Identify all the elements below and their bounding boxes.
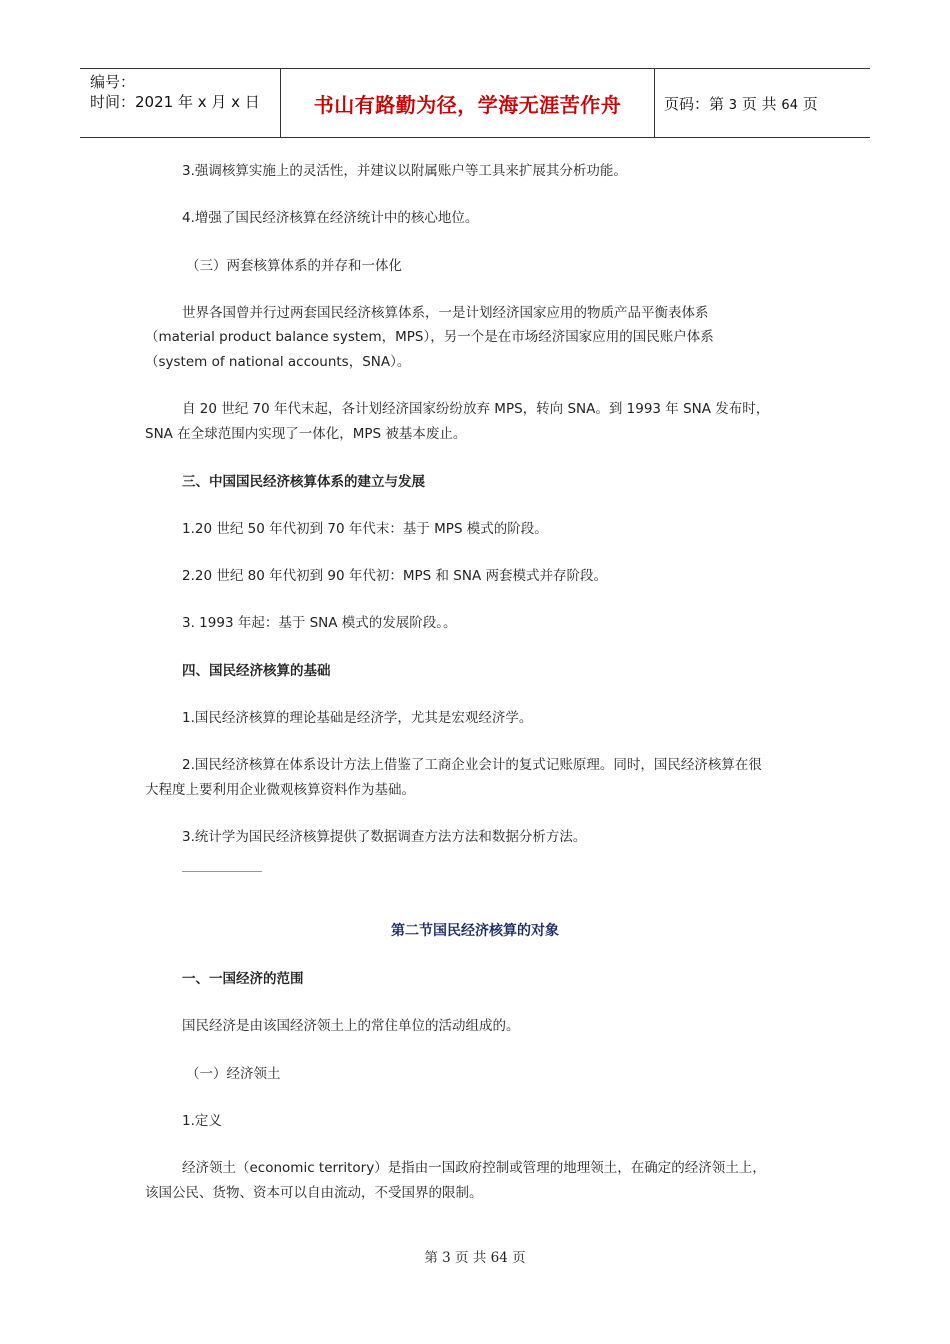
paragraph-line: 大程度上要利用企业微观核算资料作为基础。 — [145, 782, 415, 798]
section-heading: 一、一国经济的范围 — [182, 971, 304, 987]
motto: 书山有路勤为径，学海无涯苦作舟 — [313, 93, 622, 117]
header-page-cell — [654, 69, 870, 137]
paragraph-line: （system of national accounts，SNA）。 — [145, 354, 411, 370]
paragraph-line: （material product balance system，MPS），另一个是在市场经济国家应用的国民账户体系 — [145, 329, 714, 345]
paragraph-line: 该国公民、货物、资本可以自由流动，不受国界的限制。 — [145, 1185, 483, 1201]
paragraph-line: 2.国民经济核算在体系设计方法上借鉴了工商企业会计的复式记账原理。同时，国民经济核算在很 — [182, 757, 762, 773]
page-indicator — [664, 93, 818, 114]
page-suffix: 页 — [802, 95, 818, 113]
subheading: （三）两套核算体系的并存和一体化 — [186, 258, 402, 274]
list-item: 1.国民经济核算的理论基础是经济学，尤其是宏观经济学。 — [182, 710, 533, 726]
list-item: 1.20 世纪 50 年代初到 70 年代末：基于 MPS 模式的阶段。 — [182, 521, 548, 537]
paragraph: 国民经济是由该国经济领土上的常住单位的活动组成的。 — [182, 1018, 520, 1034]
subheading: 1.定义 — [182, 1113, 222, 1129]
header-motto-cell — [280, 69, 655, 137]
page-number: 3 — [728, 98, 738, 113]
section-heading: 三、中国国民经济核算体系的建立与发展 — [182, 474, 425, 490]
page-prefix: 页码：第 — [664, 95, 725, 113]
paragraph-line: SNA 在全球范围内实现了一体化，MPS 被基本废止。 — [145, 426, 467, 442]
header-meta-cell — [80, 69, 280, 137]
subheading: （一）经济领土 — [186, 1066, 281, 1082]
page-footer: 第 3 页 共 64 页 — [424, 1250, 526, 1266]
page-mid: 页 共 — [741, 95, 777, 113]
page-total: 64 — [781, 98, 798, 113]
paragraph-line: 自 20 世纪 70 年代末起，各计划经济国家纷纷放弃 MPS，转向 SNA。到 1993 年 SNA 发布时， — [182, 401, 770, 417]
separator-line — [182, 871, 262, 872]
paragraph: 4.增强了国民经济核算在经济统计中的核心地位。 — [182, 210, 479, 226]
paragraph-line: 世界各国曾并行过两套国民经济核算体系，一是计划经济国家应用的物质产品平衡表体系 — [182, 305, 709, 321]
serial-label: 编号： — [90, 73, 136, 91]
paragraph-line: 经济领土（economic territory）是指由一国政府控制或管理的地理领土，在确定的经济领土上， — [182, 1160, 766, 1176]
section-title: 第二节国民经济核算的对象 — [391, 923, 559, 939]
list-item: 3. 1993 年起：基于 SNA 模式的发展阶段。。 — [182, 615, 457, 631]
section-heading: 四、国民经济核算的基础 — [182, 663, 331, 679]
list-item: 3.统计学为国民经济核算提供了数据调查方法方法和数据分析方法。 — [182, 829, 587, 845]
time-label: 时间：2021 年 x 月 x 日 — [90, 93, 260, 111]
document-header — [80, 68, 870, 138]
list-item: 2.20 世纪 80 年代初到 90 年代初：MPS 和 SNA 两套模式并存阶段。 — [182, 568, 608, 584]
paragraph: 3.强调核算实施上的灵活性，并建议以附属账户等工具来扩展其分析功能。 — [182, 163, 627, 179]
